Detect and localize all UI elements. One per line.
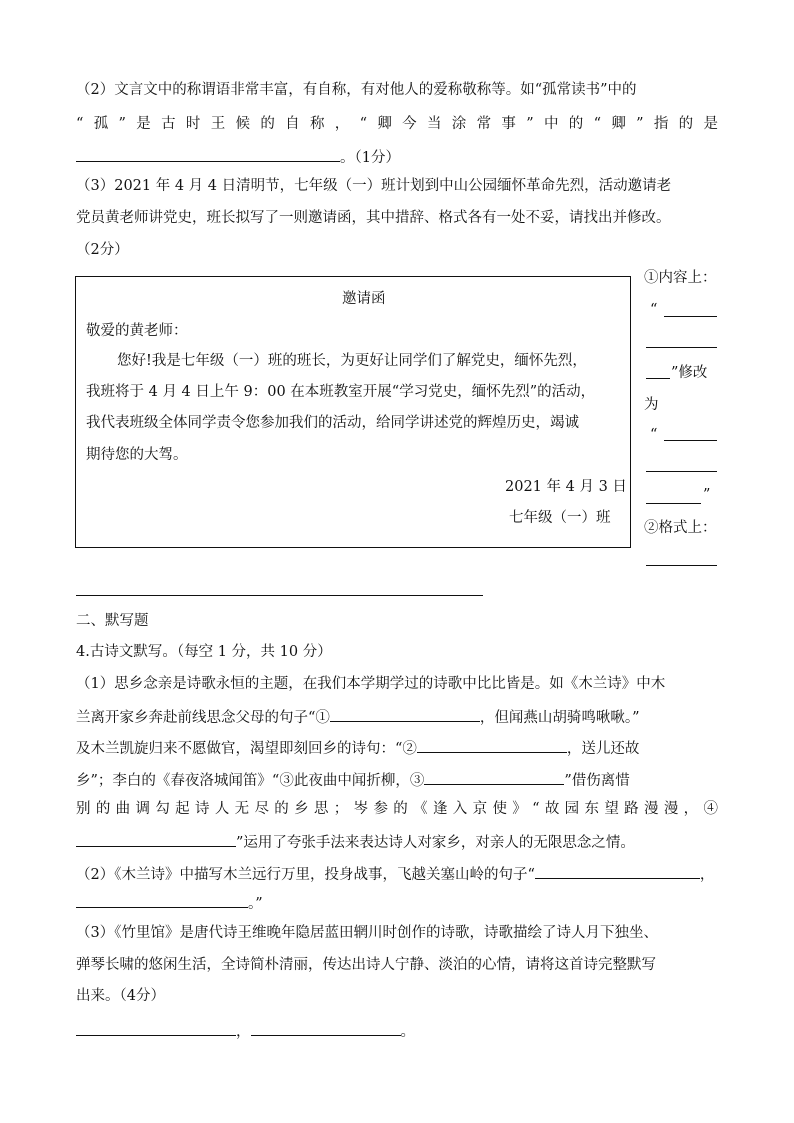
p1-line-5: 别的曲调勾起诗人无尽的乡思；岑参的《逢入京使》“故园东望路漫漫，④ — [76, 801, 718, 817]
content-blank-3[interactable] — [646, 378, 670, 379]
q3-line-1: （3）2021 年 4 月 4 日清明节，七年级（一）班计划到中山公园缅怀革命先烈，活动邀请老 — [76, 178, 672, 194]
letter-date: 2021 年 4 月 3 日 — [505, 479, 627, 495]
close-quote: ” — [703, 487, 711, 503]
q2-answer-blank[interactable] — [76, 145, 340, 162]
p1-line-6: ”运用了夸张手法来表达诗人对家乡，对亲人的无限思念之情。 — [76, 830, 635, 853]
blank-6[interactable] — [76, 891, 248, 908]
q2-score: 。（1分） — [340, 150, 400, 166]
q2-line-3 — [76, 145, 400, 168]
blank-5[interactable] — [535, 862, 700, 879]
blank-2[interactable] — [417, 736, 567, 753]
section-heading: 二、默写题 — [76, 613, 149, 629]
revision-blank-1[interactable] — [664, 440, 717, 441]
letter-title: 邀请函 — [342, 291, 386, 307]
blank-3[interactable] — [424, 768, 564, 785]
as-label: 为 — [644, 397, 659, 413]
open-quote-2: “ — [650, 427, 658, 443]
blank-8[interactable] — [251, 1019, 401, 1036]
p1-line-1: （1）思乡念亲是诗歌永恒的主题，在我们本学期学过的诗歌中比比皆是。如《木兰诗》中木 — [76, 676, 666, 692]
modify-label: ”修改 — [671, 365, 708, 381]
letter-body-line-1: 您好!我是七年级（一）班的班长，为更好让同学们了解党史，缅怀先烈， — [117, 353, 587, 369]
p2-line-2: 。” — [76, 891, 263, 914]
letter-signature: 七年级（一）班 — [509, 510, 611, 526]
p3-line-3: 出来。（4分） — [76, 988, 165, 1004]
q3-line-2: 党员黄老师讲党史，班长拟写了一则邀请函，其中措辞、格式各有一处不妥，请找出并修改。 — [76, 210, 671, 226]
blank-4[interactable] — [76, 830, 236, 847]
p3-answer-line: ， 。 — [76, 1019, 415, 1042]
p1-line-3: 及木兰凯旋归来不愿做官，渴望即刻回乡的诗句：“② ，送儿还故 — [76, 736, 639, 759]
letter-body-line-4: 期待您的大驾。 — [86, 447, 188, 463]
revision-blank-2[interactable] — [646, 471, 717, 472]
content-label: ①内容上： — [644, 270, 717, 286]
letter-body-line-2: 我班将于 4 月 4 日上午 9：00 在本班教室开展“学习党史，缅怀先烈”的活动， — [86, 384, 596, 400]
p3-line-1: （3）《竹里馆》是唐代诗王维晚年隐居蓝田辋川时创作的诗歌，诗歌描绘了诗人月下独坐、 — [76, 925, 658, 941]
blank-1[interactable] — [330, 705, 480, 722]
format-blank-2[interactable] — [76, 595, 483, 596]
letter-salutation: 敬爱的黄老师： — [86, 323, 188, 339]
q3-line-3: （2分） — [76, 242, 129, 258]
p1-line-4: 乡”；李白的《春夜洛城闻笛》“③此夜曲中闻折柳，③ ”借伤离惜 — [76, 768, 630, 791]
letter-body-line-3: 我代表班级全体同学责令您参加我们的活动，给同学讲述党的辉煌历史，竭诚 — [86, 415, 579, 431]
content-blank-2[interactable] — [646, 347, 717, 348]
p3-line-2: 弹琴长啸的悠闲生活，全诗简朴清丽，传达出诗人宁静、淡泊的心情，请将这首诗完整默写 — [76, 957, 656, 973]
q2-line-2: “孤”是古时王候的自称，“卿今当涂常事”中的“卿”指的是 — [76, 116, 718, 132]
p2-line-1: （2）《木兰诗》中描写木兰远行万里，投身战事，飞越关塞山岭的句子“ ， — [76, 862, 714, 885]
open-quote-1: “ — [650, 302, 658, 318]
format-label: ②格式上： — [644, 520, 717, 536]
q2-line-1: （2）文言文中的称谓语非常丰富，有自称，有对他人的爱称敬称等。如“孤常读书”中的 — [76, 82, 637, 98]
revision-blank-3[interactable] — [646, 503, 701, 504]
q4-title: 4.古诗文默写。（每空 1 分，共 10 分） — [76, 644, 332, 660]
blank-7[interactable] — [76, 1019, 236, 1036]
format-blank-1[interactable] — [646, 565, 717, 566]
content-blank-1[interactable] — [664, 316, 717, 317]
p1-line-2: 兰离开家乡奔赴前线思念父母的句子“① ，但闻燕山胡骑鸣啾啾。” — [76, 705, 640, 728]
